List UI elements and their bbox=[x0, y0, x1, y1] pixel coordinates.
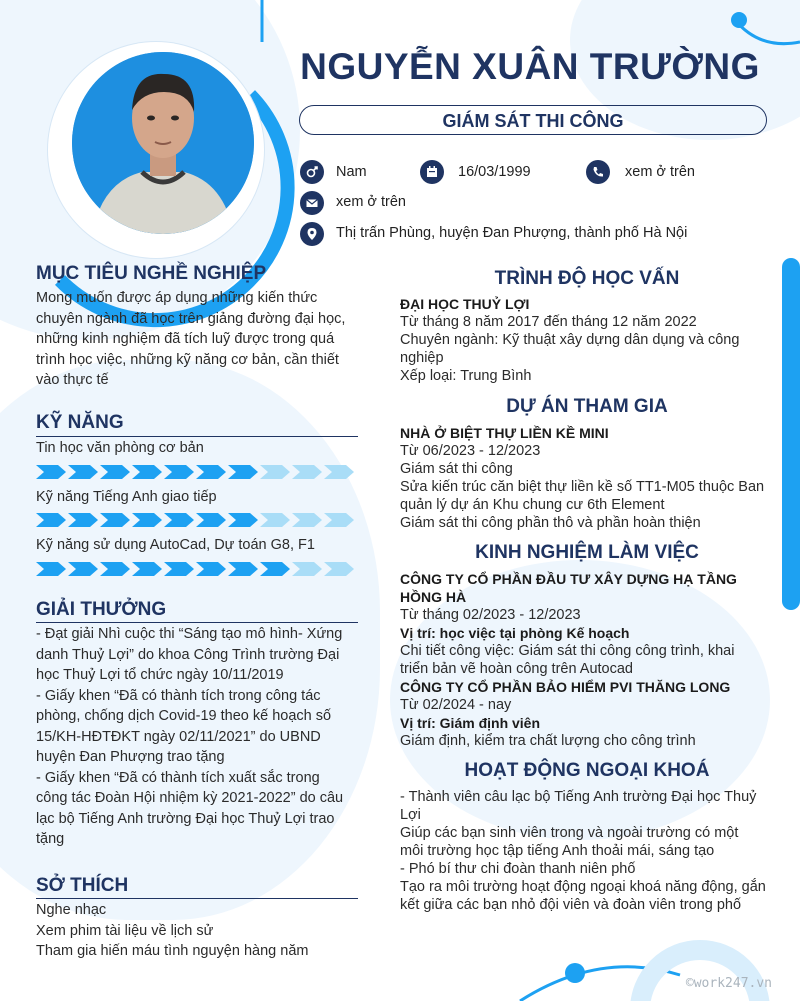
skill-label: Tin học văn phòng cơ bản bbox=[36, 440, 204, 456]
education-major: Chuyên ngành: Kỹ thuật xây dựng dân dụng và công bbox=[400, 332, 740, 348]
job-period: Từ tháng 02/2023 - 12/2023 bbox=[400, 607, 581, 623]
skill-chevron-empty bbox=[292, 513, 322, 527]
objective-text bbox=[36, 288, 358, 391]
top-right-dot bbox=[731, 12, 747, 28]
skill-chevron-empty bbox=[292, 465, 322, 479]
skill-chevron-filled bbox=[132, 513, 162, 527]
skill-chevron-filled bbox=[132, 562, 162, 576]
gender-value: Nam bbox=[336, 164, 367, 180]
bottom-dot bbox=[565, 963, 585, 983]
experience-block bbox=[400, 570, 774, 750]
education-block bbox=[400, 295, 774, 385]
watermark: ©work247.vn bbox=[685, 976, 772, 991]
award-line: danh Thuỷ Lợi” do khoa Công Trình trường Đại bbox=[36, 646, 340, 663]
projects-block bbox=[400, 424, 774, 532]
email-icon bbox=[300, 191, 324, 215]
candidate-name: NGUYỄN XUÂN TRƯỜNG bbox=[300, 46, 760, 87]
right-edge-bar bbox=[782, 258, 800, 610]
awards-heading: GIẢI THƯỞNG bbox=[36, 599, 167, 620]
job-detail: Chi tiết công việc: Giám sát thi công công trình, khai bbox=[400, 643, 735, 659]
project-desc: Giám sát thi công phần thô và phần hoàn thiện bbox=[400, 515, 701, 531]
calendar-icon bbox=[420, 160, 444, 184]
skill-chevron-filled bbox=[36, 465, 66, 479]
activities-heading: HOẠT ĐỘNG NGOẠI KHOÁ bbox=[464, 760, 710, 781]
skill-chevron-filled bbox=[196, 465, 226, 479]
position-title: GIÁM SÁT THI CÔNG bbox=[299, 105, 767, 135]
activity-line: - Thành viên câu lạc bộ Tiếng Anh trường Đại học Thuỷ bbox=[400, 789, 757, 805]
skill-chevron-empty bbox=[292, 562, 322, 576]
projects-heading: DỰ ÁN THAM GIA bbox=[506, 396, 668, 417]
job-period: Từ 02/2024 - nay bbox=[400, 697, 512, 713]
job-position: Vị trí: học việc tại phòng Kế hoạch bbox=[400, 625, 630, 641]
skill-chevron-filled bbox=[68, 465, 98, 479]
objective-heading: MỤC TIÊU NGHỀ NGHIỆP bbox=[36, 263, 267, 284]
education-heading: TRÌNH ĐỘ HỌC VẤN bbox=[494, 268, 680, 289]
skills-list bbox=[36, 438, 358, 576]
skill-chevron-empty bbox=[324, 513, 354, 527]
skill-chevron-filled bbox=[164, 513, 194, 527]
skills-heading: KỸ NĂNG bbox=[36, 412, 124, 433]
skill-chevron-filled bbox=[228, 513, 258, 527]
education-major: nghiệp bbox=[400, 350, 444, 366]
skill-chevron-empty bbox=[324, 562, 354, 576]
skill-chevron-filled bbox=[228, 465, 258, 479]
award-line: công tác Đoàn Hội nhiệm kỳ 2021-2022” do câu bbox=[36, 790, 344, 806]
project-desc: quản lý dự án Khu chung cư 6th Element bbox=[400, 497, 665, 513]
skill-chevron-empty bbox=[260, 513, 290, 527]
project-period: Từ 06/2023 - 12/2023 bbox=[400, 443, 541, 459]
skill-chevron-filled bbox=[36, 513, 66, 527]
company-name: HỒNG HÀ bbox=[400, 589, 467, 605]
award-line: học Thuỷ Lợi tổ chức ngày 10/11/2019 bbox=[36, 667, 284, 683]
profile-photo-frame bbox=[48, 42, 264, 258]
award-line: huyện Đan Phượng trao tặng bbox=[36, 749, 225, 765]
project-role: Giám sát thi công bbox=[400, 461, 513, 477]
birthday-value: 16/03/1999 bbox=[458, 164, 531, 180]
hobby-item: Nghe nhạc bbox=[36, 902, 107, 918]
education-period: Từ tháng 8 năm 2017 đến tháng 12 năm 2022 bbox=[400, 314, 697, 330]
phone-icon bbox=[586, 160, 610, 184]
award-line: - Đạt giải Nhì cuộc thi “Sáng tạo mô hình- Xứng bbox=[36, 626, 343, 642]
skill-label: Kỹ năng Tiếng Anh giao tiếp bbox=[36, 488, 217, 505]
location-icon bbox=[300, 222, 324, 246]
activity-line: Giúp các bạn sinh viên trong và ngoài trường có một bbox=[400, 825, 739, 841]
experience-heading: KINH NGHIỆM LÀM VIỆC bbox=[475, 542, 699, 563]
activity-line: môi trường học tập tiếng Anh thoải mái, sáng tạo bbox=[400, 843, 715, 859]
skill-bar bbox=[36, 513, 358, 527]
hobbies-rule bbox=[36, 898, 358, 899]
skill-chevron-filled bbox=[68, 562, 98, 576]
skill-chevron-filled bbox=[260, 562, 290, 576]
hobbies-heading: SỞ THÍCH bbox=[36, 875, 129, 896]
award-line: 15/KH-HĐTĐKT ngày 02/11/2021” do UBND bbox=[36, 728, 321, 745]
skill-chevron-empty bbox=[324, 465, 354, 479]
objective-line: chuyên ngành đã học trên giảng đường đại học, bbox=[36, 310, 346, 327]
award-line: - Giấy khen “Đã có thành tích trong công tác bbox=[36, 687, 321, 704]
activity-line: Lợi bbox=[400, 807, 421, 823]
skill-chevron-filled bbox=[68, 513, 98, 527]
skill-chevron-filled bbox=[196, 513, 226, 527]
awards-text bbox=[36, 624, 358, 850]
activity-line: kết giữa các bạn nhỏ đội viên và đoàn viên trong phố bbox=[400, 897, 742, 913]
company-name: CÔNG TY CỔ PHẦN BẢO HIỂM PVI THĂNG LONG bbox=[400, 679, 731, 695]
company-name: CÔNG TY CỔ PHẦN ĐẦU TƯ XÂY DỰNG HẠ TẦNG bbox=[400, 571, 737, 587]
skill-bar bbox=[36, 465, 358, 479]
job-detail: Giám định, kiểm tra chất lượng cho công trình bbox=[400, 733, 696, 749]
email-value: xem ở trên bbox=[336, 194, 406, 210]
education-grade: Xếp loại: Trung Bình bbox=[400, 368, 532, 384]
award-line: lạc bộ Tiếng Anh trường Đại học Thuỷ Lợi trao bbox=[36, 810, 335, 827]
skill-chevron-filled bbox=[100, 562, 130, 576]
skill-bar bbox=[36, 562, 358, 576]
gender-icon bbox=[300, 160, 324, 184]
contact-info bbox=[300, 160, 770, 250]
hobby-item: Tham gia hiến máu tình nguyện hàng năm bbox=[36, 943, 309, 959]
skill-chevron-filled bbox=[164, 562, 194, 576]
person-avatar bbox=[72, 52, 254, 234]
skill-chevron-filled bbox=[132, 465, 162, 479]
objective-line: trình học việc, những kỹ năng cơ bản, cần thiết bbox=[36, 351, 339, 368]
skill-chevron-filled bbox=[228, 562, 258, 576]
hobby-item: Xem phim tài liệu về lịch sử bbox=[36, 922, 214, 939]
school-name: ĐẠI HỌC THUỶ LỢI bbox=[400, 296, 530, 312]
skill-chevron-filled bbox=[36, 562, 66, 576]
job-detail: triển bản vẽ hoàn công trên Autocad bbox=[400, 661, 633, 677]
profile-photo bbox=[72, 52, 254, 234]
skills-rule bbox=[36, 436, 358, 437]
phone-value: xem ở trên bbox=[625, 164, 695, 180]
project-name: NHÀ Ở BIỆT THỰ LIỀN KỀ MINI bbox=[400, 425, 609, 441]
skill-chevron-filled bbox=[100, 465, 130, 479]
award-line: tặng bbox=[36, 831, 65, 847]
skill-chevron-empty bbox=[260, 465, 290, 479]
objective-line: những kinh nghiệm đã tích luỹ được trong quá bbox=[36, 331, 335, 347]
project-desc: Sửa kiến trúc căn biệt thự liền kề số TT1-M05 thuộc Ban bbox=[400, 479, 765, 495]
skill-chevron-filled bbox=[164, 465, 194, 479]
objective-line: vào thực tế bbox=[36, 372, 109, 388]
job-position: Vị trí: Giám định viên bbox=[400, 715, 541, 731]
awards-rule bbox=[36, 622, 358, 623]
skill-chevron-filled bbox=[100, 513, 130, 527]
activity-line: Tạo ra môi trường hoạt động ngoại khoá năng động, gắn bbox=[400, 879, 766, 895]
skill-chevron-filled bbox=[196, 562, 226, 576]
skill-label: Kỹ năng sử dụng AutoCad, Dự toán G8, F1 bbox=[36, 537, 315, 553]
objective-line: Mong muốn được áp dụng những kiến thức bbox=[36, 290, 318, 306]
activity-line: - Phó bí thư chi đoàn thanh niên phố bbox=[400, 861, 636, 877]
award-line: phòng, chống dịch Covid-19 theo kế hoạch số bbox=[36, 708, 332, 724]
address-value: Thị trấn Phùng, huyện Đan Phượng, thành phố Hà Nội bbox=[336, 225, 688, 241]
award-line: - Giấy khen “Đã có thành tích xuất sắc trong bbox=[36, 769, 320, 786]
hobbies-list bbox=[36, 900, 358, 962]
activities-block bbox=[400, 788, 774, 914]
